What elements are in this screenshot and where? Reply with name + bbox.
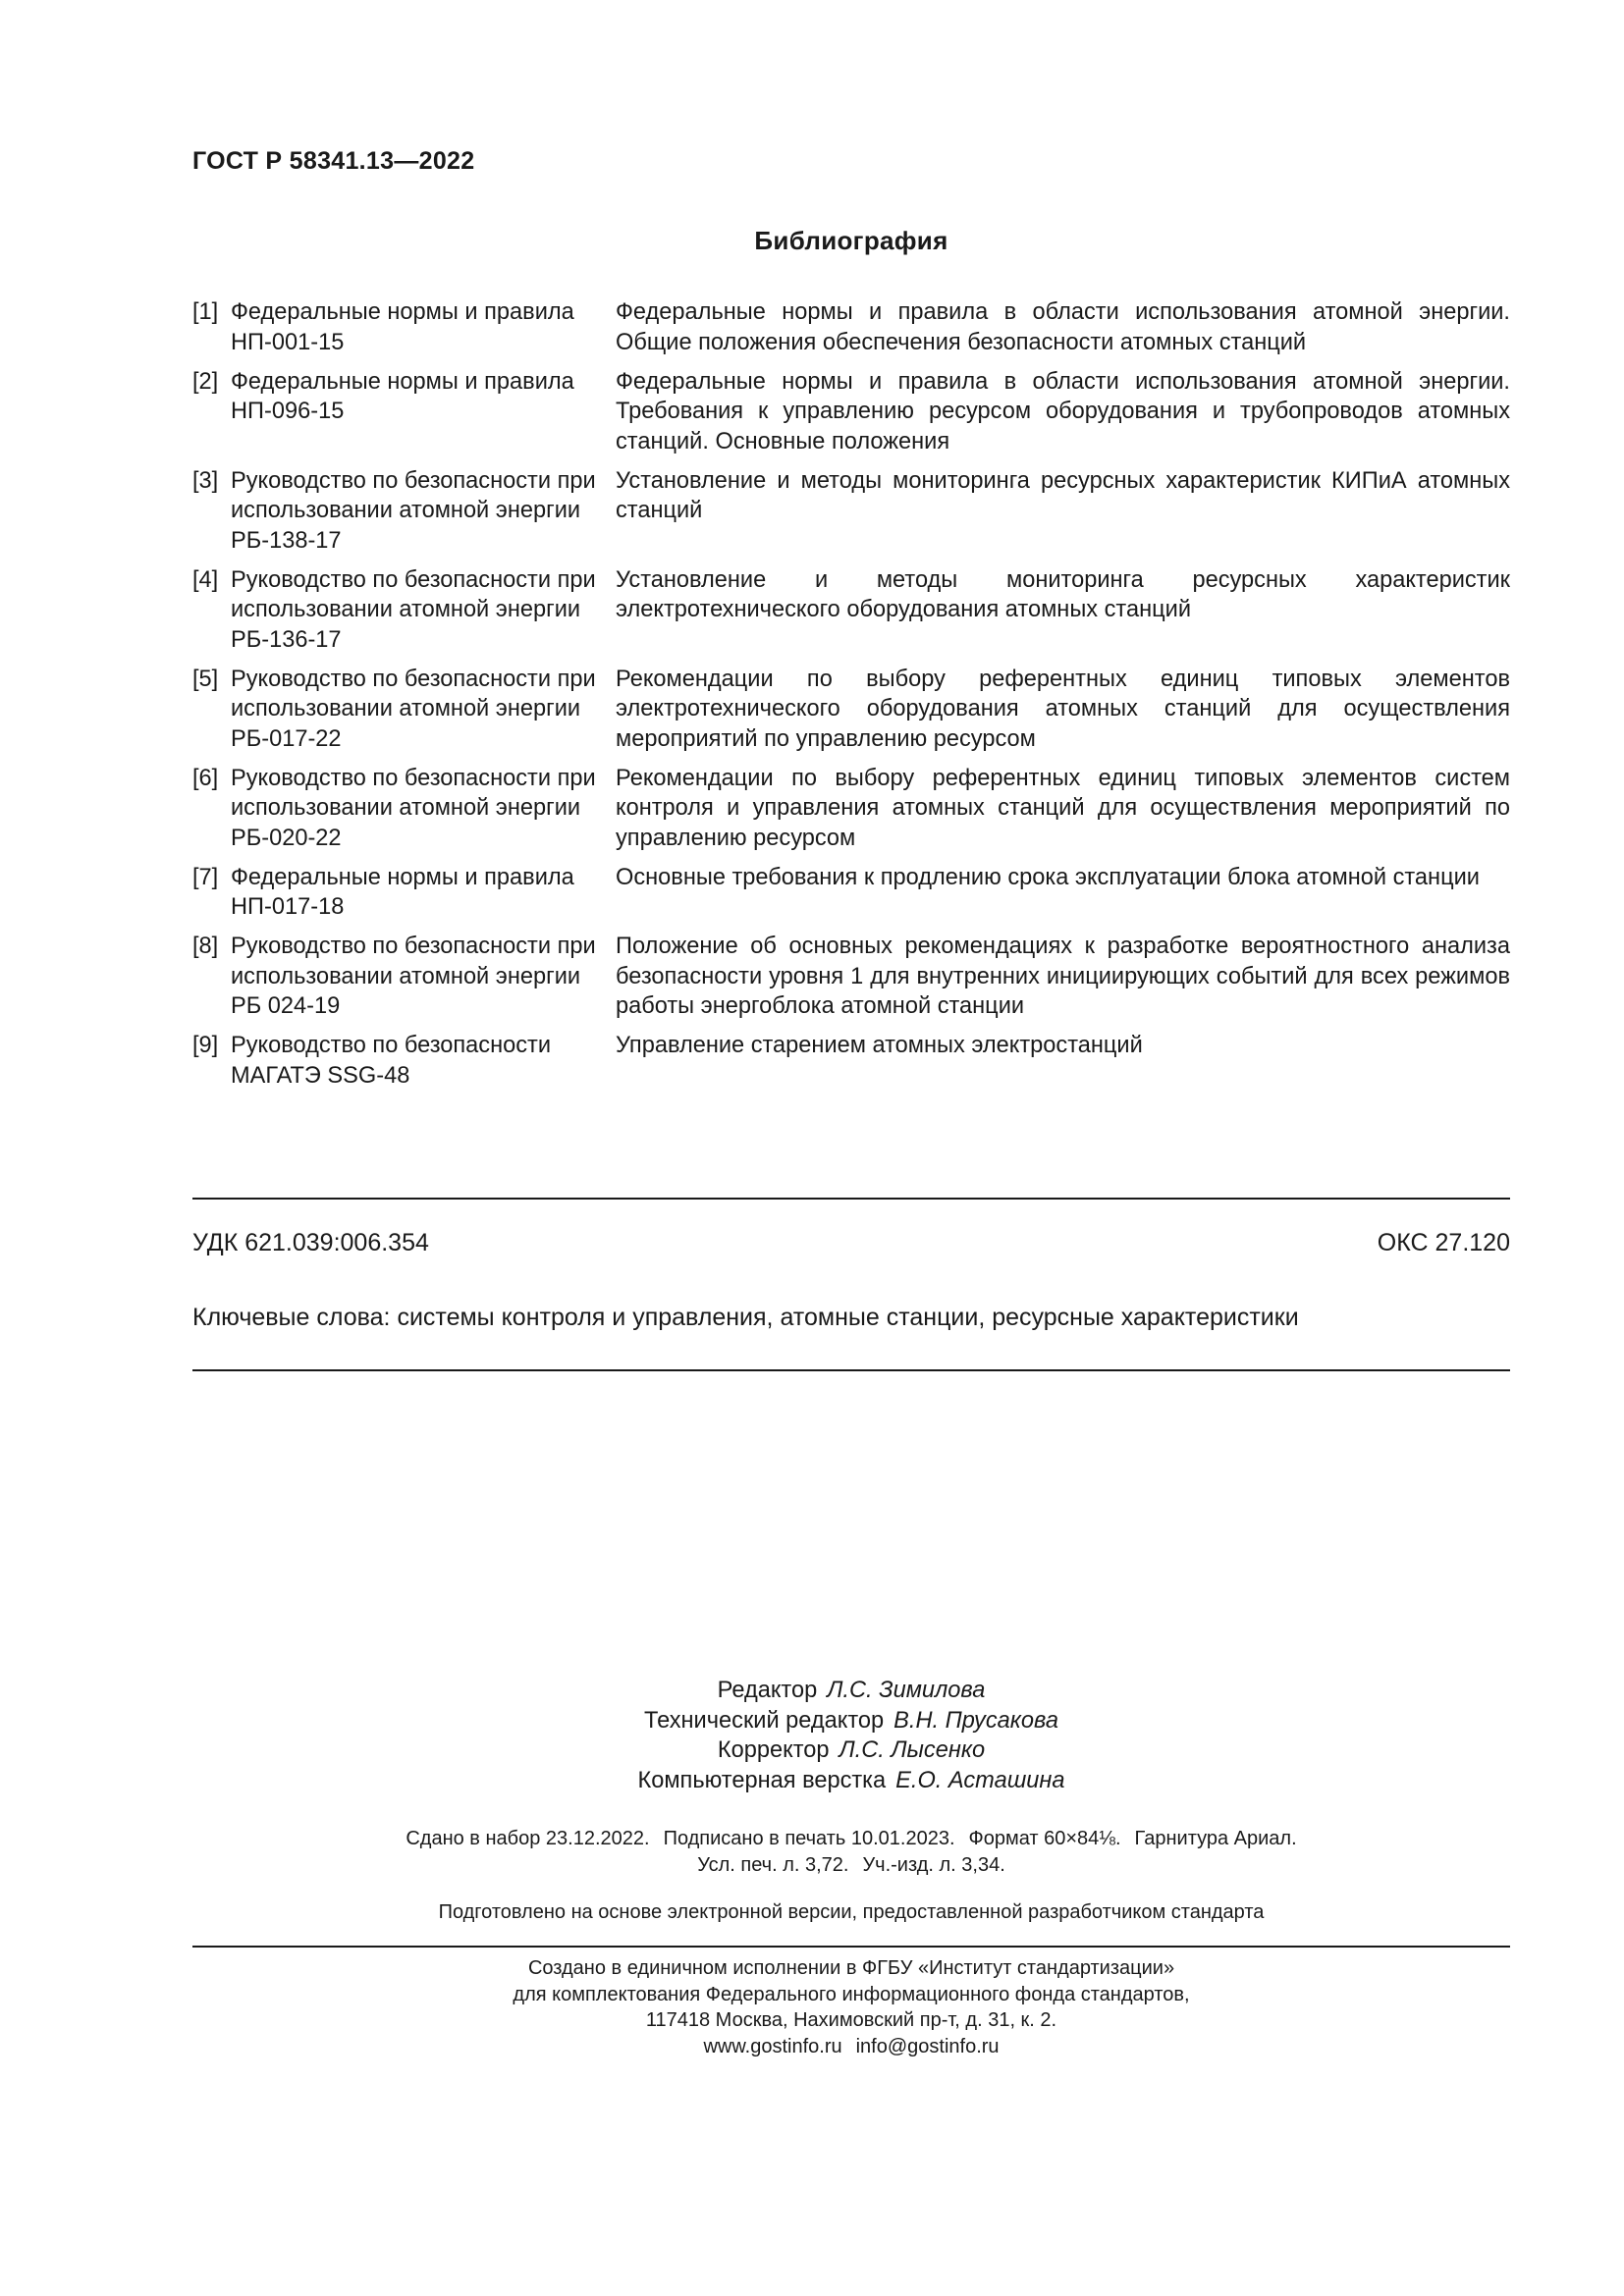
- bibliography-item-number: [9]: [192, 1033, 219, 1058]
- bibliography-item-source: Руководство по безопасности при использовании атомной энергии РБ 024-19: [231, 934, 596, 1019]
- credit-role: Компьютерная верстка: [637, 1767, 887, 1793]
- publisher-line: для комплектования Федерального информационного фонда стандартов,: [513, 1983, 1190, 2005]
- bibliography-item-number: [2]: [192, 368, 219, 395]
- bibliography-item: [192, 565, 1510, 656]
- bibliography-item-number: [6]: [192, 765, 219, 791]
- keywords: Ключевые слова: системы контроля и управления, атомные станции, ресурсные характеристики: [192, 1304, 1299, 1331]
- publisher-address: 117418 Москва, Нахимовский пр-т, д. 31, к. 2.: [645, 2009, 1057, 2031]
- credit-name: В.Н. Прусакова: [893, 1707, 1058, 1734]
- bibliography-item: [192, 665, 1510, 755]
- divider-publisher: [192, 1946, 1510, 1948]
- imprint-line-1: [192, 1826, 1510, 1852]
- divider-top: [192, 1198, 1510, 1200]
- bibliography-item-source: Руководство по безопасности при использовании атомной энергии РБ-020-22: [231, 765, 596, 851]
- imprint-submitted: Сдано в набор 23.12.2022.: [406, 1828, 650, 1849]
- bibliography-item-number: [3]: [192, 467, 219, 494]
- imprint-typeface: Гарнитура Ариал.: [1134, 1828, 1297, 1849]
- bibliography-item-description: Установление и методы мониторинга ресурсных характеристик КИПиА атомных станций: [616, 467, 1510, 523]
- bibliography-title: Библиография: [754, 226, 948, 255]
- bibliography-item-number: [4]: [192, 566, 219, 593]
- bibliography-item-number: [8]: [192, 934, 219, 959]
- email-link[interactable]: info@gostinfo.ru: [855, 2035, 1000, 2057]
- bibliography-item-description: Рекомендации по выбору референтных единиц типовых элементов систем контроля и управления атомных станций для осуществления мероприятий по управлению ресурсом: [616, 765, 1510, 851]
- editorial-credits: [192, 1676, 1510, 1795]
- bibliography-item-description: Федеральные нормы и правила в области использования атомной энергии. Общие положения обеспечения безопасности атомных станций: [616, 299, 1510, 355]
- bibliography-item-number: [7]: [192, 864, 219, 890]
- bibliography-item-description: Рекомендации по выбору референтных единиц типовых элементов электротехнического оборудования атомных станций для осуществления мероприятий по управлению ресурсом: [616, 666, 1510, 752]
- bibliography-list: [192, 297, 1510, 1100]
- bibliography-item: [192, 297, 1510, 357]
- bibliography-item-source: Руководство по безопасности при использовании атомной энергии РБ-017-22: [231, 666, 596, 752]
- oks-code: ОКС 27.120: [1377, 1229, 1510, 1256]
- imprint-line-2: [192, 1852, 1510, 1879]
- imprint-print-sheets: Усл. печ. л. 3,72.: [697, 1854, 849, 1876]
- credit-line: [192, 1735, 1510, 1766]
- bibliography-item: [192, 1031, 1510, 1091]
- bibliography-item: [192, 367, 1510, 457]
- prepared-note: Подготовлено на основе электронной версии, предоставленной разработчиком стандарта: [438, 1901, 1265, 1923]
- bibliography-item-source: Руководство по безопасности МАГАТЭ SSG-48: [231, 1033, 552, 1089]
- standard-code: ГОСТ Р 58341.13—2022: [192, 147, 475, 175]
- bibliography-item: [192, 466, 1510, 557]
- divider-keywords: [192, 1369, 1510, 1371]
- publisher-contacts: [192, 2034, 1510, 2060]
- credit-line: [192, 1706, 1510, 1736]
- bibliography-item: [192, 764, 1510, 854]
- bibliography-item-source: Федеральные нормы и правила НП-001-15: [231, 299, 574, 355]
- publisher-info: [192, 1955, 1510, 2059]
- bibliography-item-source: Руководство по безопасности при использовании атомной энергии РБ-138-17: [231, 467, 596, 554]
- credit-role: Технический редактор: [644, 1707, 885, 1734]
- credit-role: Корректор: [717, 1737, 830, 1763]
- bibliography-item-number: [5]: [192, 666, 219, 692]
- credit-name: Е.О. Асташина: [895, 1767, 1065, 1793]
- imprint-publisher-sheets: Уч.-изд. л. 3,34.: [862, 1854, 1005, 1876]
- publisher-line: Создано в единичном исполнении в ФГБУ «Институт стандартизации»: [527, 1957, 1175, 1979]
- imprint-info: [192, 1826, 1510, 1879]
- credit-name: Л.С. Лысенко: [839, 1737, 986, 1763]
- bibliography-item-source: Федеральные нормы и правила НП-096-15: [231, 368, 574, 424]
- bibliography-item: [192, 863, 1510, 923]
- credit-line: [192, 1676, 1510, 1706]
- udk-code: УДК 621.039:006.354: [192, 1229, 429, 1256]
- credit-role: Редактор: [717, 1678, 818, 1703]
- bibliography-item-source: Федеральные нормы и правила НП-017-18: [231, 864, 574, 920]
- bibliography-item-source: Руководство по безопасности при использовании атомной энергии РБ-136-17: [231, 566, 596, 653]
- website-link[interactable]: www.gostinfo.ru: [703, 2035, 842, 2057]
- bibliography-item-description: Управление старением атомных электростанций: [616, 1033, 1143, 1058]
- bibliography-item-description: Установление и методы мониторинга ресурсных характеристик электротехнического оборудования атомных станций: [616, 566, 1510, 622]
- imprint-format: Формат 60×84⅛.: [968, 1828, 1121, 1849]
- bibliography-item-description: Основные требования к продлению срока эксплуатации блока атомной станции: [616, 864, 1480, 890]
- bibliography-item-description: Положение об основных рекомендациях к разработке вероятностного анализа безопасности уровня 1 для внутренних инициирующих событий для всех режимов работы энергоблока атомной станции: [616, 934, 1510, 1019]
- bibliography-item: [192, 932, 1510, 1022]
- bibliography-item-number: [1]: [192, 299, 219, 325]
- credit-name: Л.С. Зимилова: [827, 1678, 986, 1703]
- imprint-signed: Подписано в печать 10.01.2023.: [663, 1828, 955, 1849]
- credit-line: [192, 1766, 1510, 1796]
- bibliography-item-description: Федеральные нормы и правила в области использования атомной энергии. Требования к управлению ресурсом оборудования и трубопроводов атомных станций. Основные положения: [616, 368, 1510, 454]
